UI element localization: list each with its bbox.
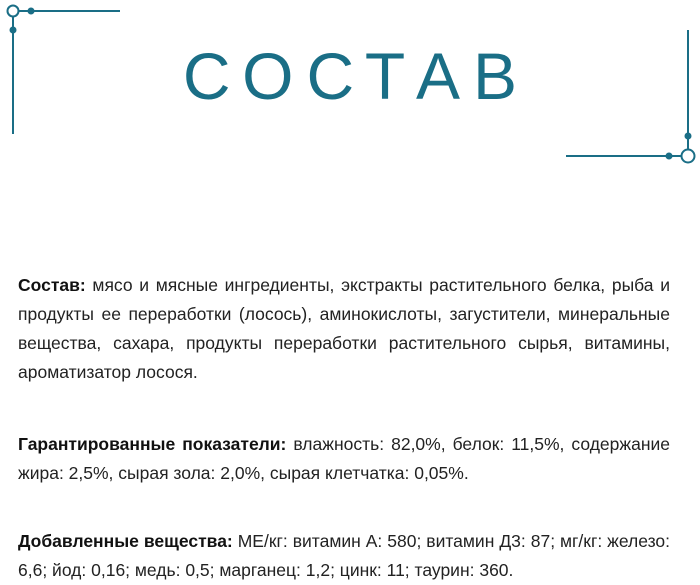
page-title: СОСТАВ [182,39,531,113]
composition-label: Состав: [18,275,86,295]
composition-paragraph [18,271,670,387]
additives-text: МЕ/кг: витамин А: 580; витамин Д3: 87; мг/кг: железо: 6,6; йод: 0,16; медь: 0,5; марганец: 1,2; цинк: 11; таурин: 360. [18,531,670,580]
guaranteed-analysis-text: влажность: 82,0%, белок: 11,5%, содержание жира: 2,5%, сырая зола: 2,0%, сырая клетчатка: 0,05%. [18,434,671,483]
guaranteed-analysis-label: Гарантированные показатели: [18,434,287,454]
composition-text: мясо и мясные ингредиенты, экстракты растительного белка, рыба и продукты ее переработки (лосось), аминокислоты, загустители, минеральные вещества, сахара, продукты переработки растительного сырья, витамины, ароматизатор лосося. [18,275,670,382]
guaranteed-analysis-paragraph [18,430,670,488]
additives-label: Добавленные вещества: [18,531,233,551]
additives-paragraph [18,527,670,585]
